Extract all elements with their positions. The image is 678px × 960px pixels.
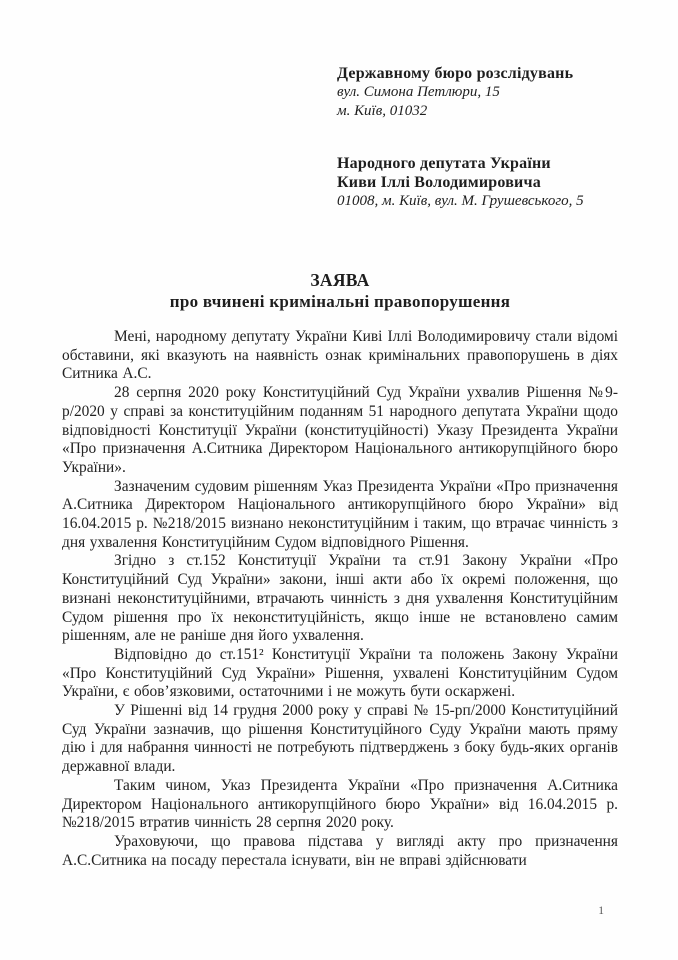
document-content [62,0,618,870]
body-paragraph: Відповідно до ст.151² Конституції України та положень Закону України «Про Конституційний Суд України» Рішення, ухвалені Конституційним Судом України, є обов’язковими, остаточними і не можуть бути оскаржені. [62,645,618,701]
applicant-title: Народного депутата України [337,155,551,172]
body-paragraph: Зазначеним судовим рішенням Указ Президента України «Про призначення А.Ситника Директором Національного антикорупційного бюро України» від 16.04.2015 р. №218/2015 визнано неконституційним і таким, що втрачає чинність з дня ухвалення Конституційним Судом відповідного Рішення. [62,477,618,551]
body-paragraph: У Рішенні від 14 грудня 2000 року у справі № 15-рп/2000 Конституційний Суд України зазначив, що рішення Конституційного Суду України мають пряму дію і для набрання чинності не потребують підтверджень з боку будь-яких органів державної влади. [62,702,618,776]
document-body [62,328,618,870]
applicant-name: Киви Іллі Володимировича [337,174,541,191]
body-paragraph: Таким чином, Указ Президента України «Про призначення А.Ситника Директором Національного антикорупційного бюро України» від 16.04.2015 р. №218/2015 втратив чинність 28 серпня 2020 року. [62,776,618,832]
applicant-address: 01008, м. Київ, вул. М. Грушевського, 5 [337,193,584,209]
recipient-name: Державному бюро розслідувань [337,65,574,82]
page-number: 1 [598,905,604,917]
body-paragraph: 28 серпня 2020 року Конституційний Суд України ухвалив Рішення №9-р/2020 у справі за конституційним поданням 51 народного депутата України щодо відповідності Конституції України (конституційності) Указу Президента України «Про призначення А.Ситника Директором Національного антикорупційного бюро України». [62,384,618,476]
body-paragraph: Ураховуючи, що правова підстава у вигляді акту про призначення А.С.Ситника на посаду перестала існувати, він не вправі здійснювати [62,832,618,869]
document-title: ЗАЯВА [310,270,370,290]
address-block-gap [337,121,618,154]
recipient-address-city: м. Київ, 01032 [337,103,428,119]
address-header-block [337,64,618,211]
recipient-address-street: вул. Симона Петлюри, 15 [337,84,500,100]
document-subtitle: про вчинені кримінальні правопорушення [169,292,511,311]
body-paragraph: Згідно з ст.152 Конституції України та ст.91 Закону України «Про Конституційний Суд України» закони, інші акти або їх окремі положення, що визнані неконституційними, втрачають чинність з дня ухвалення Конституційним Судом рішення про їх неконституційність, якщо інше не встановлено самим рішенням, але не раніше дня його ухвалення. [62,552,618,645]
body-paragraph: Мені, народному депутату України Киві Іллі Володимировичу стали відомі обставини, які вказують на наявність ознак кримінальних правопорушень в діях Ситника А.С. [62,328,618,383]
